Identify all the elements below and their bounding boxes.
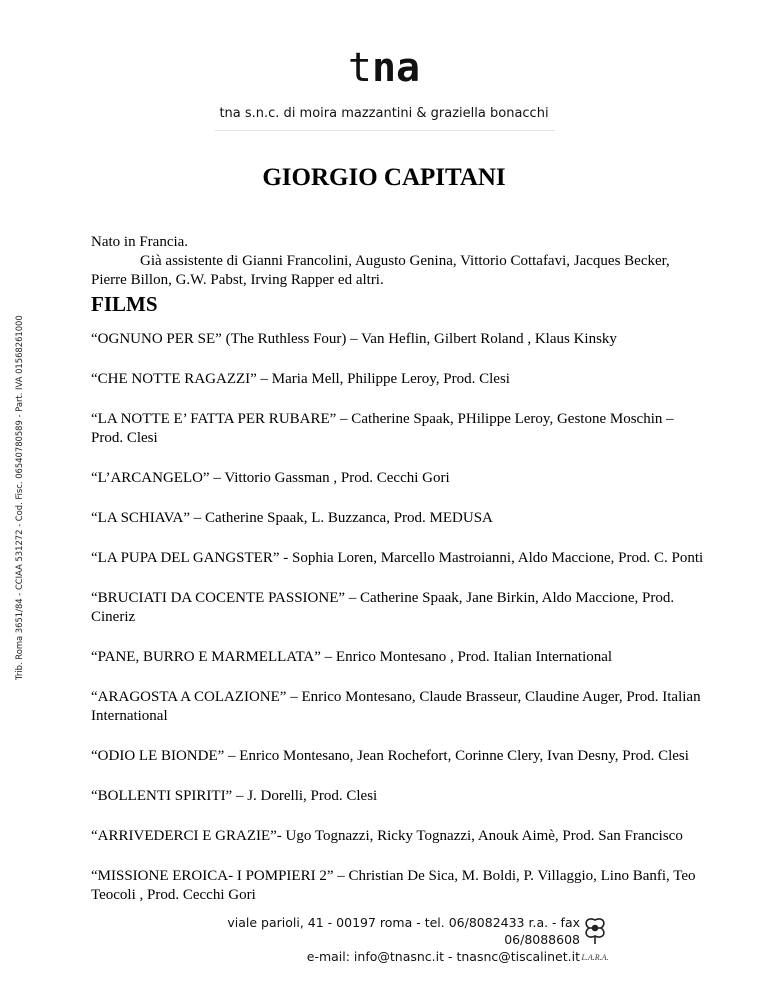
film-item: “BOLLENTI SPIRITI” – J. Dorelli, Prod. Clesi [91,788,378,804]
lara-logo [574,904,616,962]
film-item: “CHE NOTTE RAGAZZI” – Maria Mell, Philippe Leroy, Prod. Clesi [91,371,510,387]
film-item: “LA PUPA DEL GANGSTER” - Sophia Loren, Marcello Mastroianni, Aldo Maccione, Prod. C. Ponti [91,550,704,566]
film-item: “ARRIVEDERCI E GRAZIE”- Ugo Tognazzi, Ricky Tognazzi, Anouk Aimè, Prod. San Francisco [91,828,683,844]
intro-line-1: Nato in Francia. [91,234,189,250]
footer-address: viale parioli, 41 - 00197 roma - tel. 06/8082433 r.a. - fax 06/8088608 [227,915,580,947]
film-item: “OGNUNO PER SE” (The Ruthless Four) – Van Heflin, Gilbert Roland , Klaus Kinsky [91,331,617,347]
films-section-title: FILMS [91,292,158,316]
header-divider [215,130,555,131]
footer-email: e-mail: info@tnasnc.it - tnasnc@tiscalinet.it [306,949,580,964]
film-item: “PANE, BURRO E MARMELLATA” – Enrico Montesano , Prod. Italian International [91,649,613,665]
footer-contact [160,914,580,965]
intro-line-2: Già assistente di Gianni Francolini, Augusto Genina, Vittorio Cottafavi, Jacques Becker, Pierre Billon, G.W. Pabst, Irving Rapper ed altri. [91,253,670,288]
film-item: “L’ARCANGELO” – Vittorio Gassman , Prod. Cecchi Gori [91,470,450,486]
tna-logo [0,45,768,91]
vertical-legal-text: Trib. Roma 3651/84 - CCIAA 531272 - Cod. Fisc. 06540780589 - Part. IVA 01568261000 [14,315,24,680]
lara-emblem-icon [581,916,609,946]
film-item: “ODIO LE BIONDE” – Enrico Montesano, Jean Rochefort, Corinne Clery, Ivan Desny, Prod. Clesi [91,748,689,764]
biography-intro [91,233,701,290]
film-item: “LA SCHIAVA” – Catherine Spaak, L. Buzzanca, Prod. MEDUSA [91,510,493,526]
film-item: “MISSIONE EROICA- I POMPIERI 2” – Christian De Sica, M. Boldi, P. Villaggio, Lino Banfi, Teo Teocoli , Prod. Cecchi Gori [91,868,696,903]
film-item: “BRUCIATI DA COCENTE PASSIONE” – Catherine Spaak, Jane Birkin, Aldo Maccione, Prod. Cineriz [91,590,675,625]
company-name: tna s.n.c. di moira mazzantini & graziella bonacchi [219,106,549,121]
film-item: “LA NOTTE E’ FATTA PER RUBARE” – Catherine Spaak, PHilippe Leroy, Gestone Moschin – Prod. Clesi [91,411,674,446]
logo-text-t: t [347,45,372,91]
logo-text-na: na [371,45,421,91]
page-title: GIORGIO CAPITANI [262,164,506,191]
film-item: “ARAGOSTA A COLAZIONE” – Enrico Montesano, Claude Brasseur, Claudine Auger, Prod. Italian International [91,689,701,724]
lara-logo-text: L.A.R.A. [581,953,609,962]
films-list [91,330,705,926]
